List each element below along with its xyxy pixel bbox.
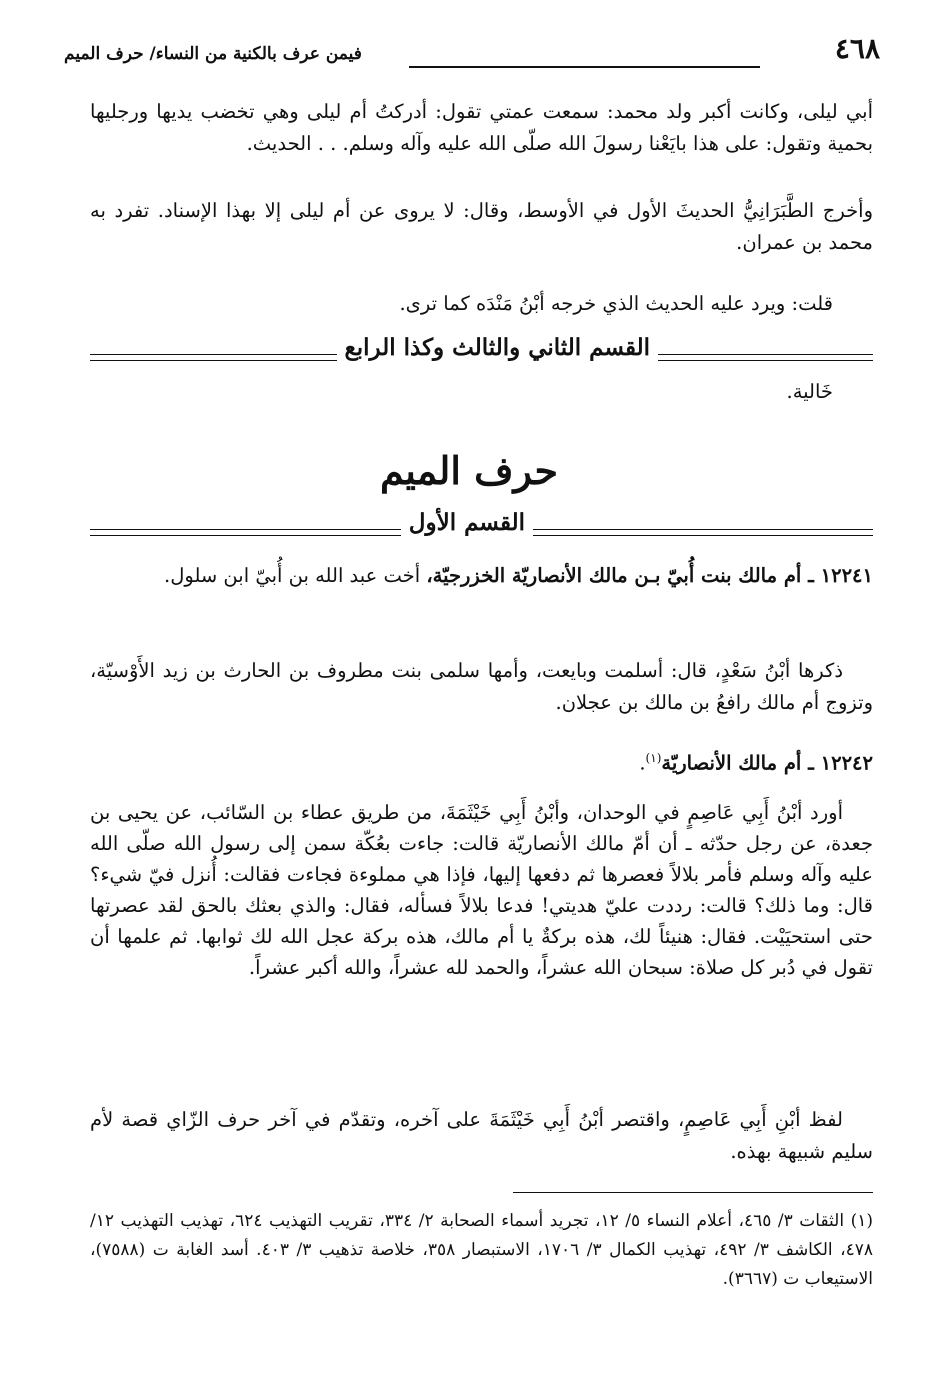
entry-name: ١٢٢٤١ ـ أم مالك بنت أُبيّ بـن مالك الأنصاريّة الخزرجيّة، xyxy=(426,564,873,587)
section-heading-1 xyxy=(90,509,873,547)
footnote-rule xyxy=(513,1192,873,1193)
author-remark xyxy=(90,288,873,320)
section-title: القسم الثاني والثالث وكذا الرابع xyxy=(337,334,659,361)
running-title: فيمن عرف بالكنية من النساء/ حرف الميم xyxy=(64,44,362,64)
entry-12241-text xyxy=(90,655,873,719)
entry-name-rest: أخت عبد الله بن أُبيّ ابن سلول. xyxy=(164,564,427,587)
paragraph: أورد أبْنُ أَبِي عَاصِمٍ في الوحدان، وأبْنُ أَبِي خَيْثَمَةَ، من طريق عطاء بن السّائب، عن يحيى بن جعدة، عن رجل حدّثه ـ أن أمّ مالك الأنصاريّة قالت: جاءت بعُكّة سمن إلى رسول الله صلّى الله عليه وآله وسلم فأمر بلالاً فعصرها ثم دفعها إليها، فإذا هي مملوءة فجاءت فقالت: أُنزل فيّ شيء؟ قال: وما ذلك؟ قالت: رددت عليّ هديتي! فدعا بلالاً فسأله، فقال: والذي بعثك بالحق لقد عصرتها حتى استحيَيْت. فقال: هنيئاً لك، هذه بركةٌ يا أم مالك، هذه بركة عجل الله لك ثوابها. ثم علمها أن تقول في دُبر كل صلاة: سبحان الله عشراً، والحمد لله عشراً، والله أكبر عشراً. xyxy=(90,801,873,979)
continuation-text xyxy=(90,96,873,160)
footnotes xyxy=(90,1207,873,1294)
chapter-title: حرف الميم xyxy=(380,448,558,493)
entry-12241 xyxy=(90,560,873,592)
header-rule xyxy=(409,66,760,68)
entry-end-dot: . xyxy=(639,751,646,775)
paragraph: وأخرج الطَّبَرَانِيُّ الحديثَ الأول في الأوسط، وقال: لا يروى عن أم ليلى إلا بهذا الإسناد. تفرد به محمد بن عمران. xyxy=(90,199,873,254)
empty-note xyxy=(90,376,873,408)
footnote-1: (١) الثقات ٣/ ٤٦٥، أعلام النساء ٥/ ١٢، تجريد أسماء الصحابة ٢/ ٣٣٤، تقريب التهذيب ٦٢٤، تهذيب التهذيب ١٢/ ٤٧٨، الكاشف ٣/ ٤٩٢، تهذيب الكمال ٣/ ١٧٠٦، الاستبصار ٣٥٨، خلاصة تذهيب ٣/ ٤٠٣. أسد الغابة ت (٧٥٨٨)، الاستيعاب ت (٣٦٦٧). xyxy=(90,1211,874,1289)
entry-12242 xyxy=(90,742,873,780)
paragraph: ذكرها أبْنُ سَعْدٍ، قال: أسلمت وبايعت، وأمها سلمى بنت مطروف بن الحارث بن زيد الأَوْسيّة، وتزوج أم مالك رافعُ بن مالك بن عجلان. xyxy=(90,659,873,714)
paragraph: قلت: ويرد عليه الحديث الذي خرجه أبْنُ مَنْدَه كما ترى. xyxy=(399,292,833,315)
paragraph: أبي ليلى، وكانت أكبر ولد محمد: سمعت عمتي تقول: أدركتُ أم ليلى وهي تخضب يديها ورجليها بحمية وتقول: على هذا بايَعْنا رسولَ الله صلّى الله عليه وآله وسلم. . . الحديث. xyxy=(90,100,873,155)
entry-heading xyxy=(90,742,873,780)
running-header xyxy=(64,30,880,74)
paragraph: لفظ أبْنِ أَبِي عَاصِمٍ، واقتصر أبْنُ أَبِي خَيْثَمَةَ على آخره، وتقدّم في آخر حرف الزّاي قصة لأم سليم شبيهة بهذه. xyxy=(90,1108,873,1163)
paragraph: خَالية. xyxy=(786,380,833,403)
entry-heading xyxy=(90,560,873,592)
section-title: القسم الأول xyxy=(401,509,533,536)
entry-12242-text-2 xyxy=(90,1104,873,1168)
entry-name: ١٢٢٤٢ ـ أم مالك الأنصاريّة xyxy=(661,751,873,775)
tabarani-note xyxy=(90,195,873,259)
section-heading-2-3-4 xyxy=(90,334,873,372)
footnote-marker: (١) xyxy=(645,751,662,765)
page-number: ٤٦٨ xyxy=(834,32,880,65)
entry-12242-text xyxy=(90,797,873,983)
